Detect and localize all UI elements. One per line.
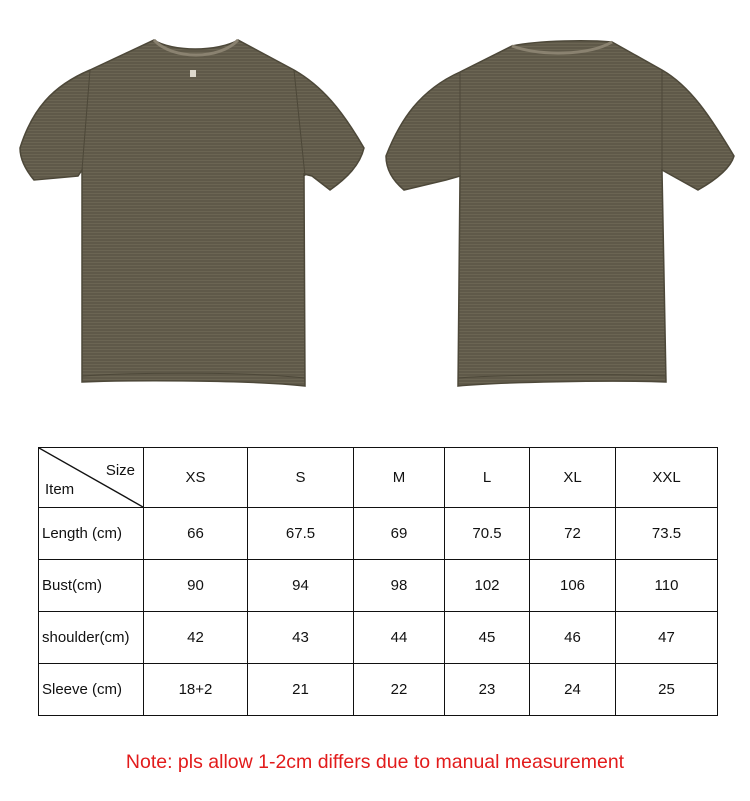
- table-cell: 45: [445, 612, 530, 664]
- table-cell: 94: [248, 560, 354, 612]
- row-label-shoulder: shoulder(cm): [39, 612, 144, 664]
- row-label-length: Length (cm): [39, 508, 144, 560]
- table-cell: 21: [248, 664, 354, 716]
- table-header-row: [39, 448, 718, 508]
- size-label: Size: [105, 462, 135, 479]
- table-cell: 67.5: [248, 508, 354, 560]
- table-cell: 23: [445, 664, 530, 716]
- size-chart-table: [38, 447, 718, 716]
- row-label-bust: Bust(cm): [39, 560, 144, 612]
- table-cell: 43: [248, 612, 354, 664]
- size-header-l: L: [445, 448, 530, 508]
- table-cell: 69: [354, 508, 445, 560]
- table-cell: 42: [144, 612, 248, 664]
- table-cell: 44: [354, 612, 445, 664]
- table-row-length: [39, 508, 718, 560]
- table-row-bust: [39, 560, 718, 612]
- size-item-corner-cell: [39, 448, 144, 508]
- table-cell: 98: [354, 560, 445, 612]
- tshirt-back-image: [380, 30, 740, 392]
- measurement-note: Note: pls allow 1-2cm differs due to manual measurement: [125, 751, 625, 773]
- table-row-sleeve: [39, 664, 718, 716]
- tshirt-front-image: [12, 30, 378, 390]
- item-label: Item: [45, 481, 75, 498]
- size-header-xxl: XXL: [616, 448, 718, 508]
- table-cell: 110: [616, 560, 718, 612]
- table-cell: 106: [530, 560, 616, 612]
- table-cell: 46: [530, 612, 616, 664]
- size-header-s: S: [248, 448, 354, 508]
- table-cell: 66: [144, 508, 248, 560]
- table-cell: 25: [616, 664, 718, 716]
- table-cell: 72: [530, 508, 616, 560]
- table-cell: 24: [530, 664, 616, 716]
- table-cell: 90: [144, 560, 248, 612]
- table-row-shoulder: [39, 612, 718, 664]
- row-label-sleeve: Sleeve (cm): [39, 664, 144, 716]
- table-cell: 73.5: [616, 508, 718, 560]
- table-cell: 18+2: [144, 664, 248, 716]
- table-cell: 47: [616, 612, 718, 664]
- table-cell: 102: [445, 560, 530, 612]
- size-header-m: M: [354, 448, 445, 508]
- size-header-xl: XL: [530, 448, 616, 508]
- table-cell: 70.5: [445, 508, 530, 560]
- size-header-xs: XS: [144, 448, 248, 508]
- table-cell: 22: [354, 664, 445, 716]
